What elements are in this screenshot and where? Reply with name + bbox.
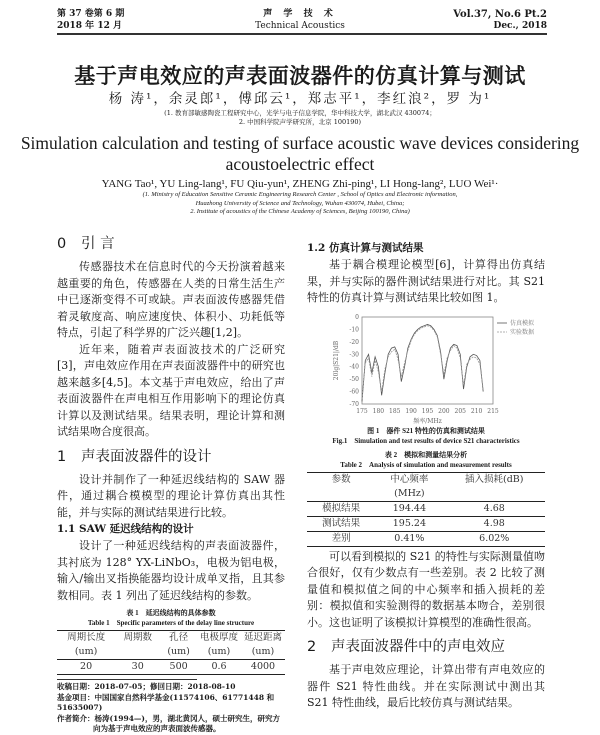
table-unit: (MHz) [394,487,425,499]
table-header: 周期长度 [67,632,106,643]
x-tick-label: 210 [470,407,483,415]
authors-cn: 杨 涛¹，余灵郎¹，傅邱云¹，郑志平¹，李红浪²，罗 为¹ [108,91,492,107]
section-number: 1.2 [307,242,326,254]
volume-cn: 第 37 卷第 6 期 [57,9,125,19]
journal-cn: 声 学 技 术 [263,9,337,19]
affiliation-en-1: (1. Ministry of Education Sensitive Ceramic Engineering Research Center , School of Optics and Electronic information, [142,191,458,198]
section-1-paragraph: 设计并制作了一种延迟线结构的 SAW 器件，通过耦合模模型的理论计算仿真出其性能，并与实际的测试结果进行比较。 [57,472,285,519]
affiliation-cn-1: (1. 教育部敏感陶瓷工程研究中心，光学与电子信息学院，华中科技大学，湖北武汉 430074； [164,109,436,117]
table-row [307,531,545,546]
table-header-row [307,472,545,487]
table-header: 中心频率 [390,473,429,485]
x-tick-label: 185 [389,407,401,415]
footnote-rule [57,679,197,680]
series-line-1 [362,324,483,401]
table-header-row [57,631,285,646]
series-line-2 [362,325,483,398]
s21-chart [330,311,545,426]
x-axis-label: 频率/MHz [413,417,442,425]
table-cell: 差别 [331,532,351,544]
table-header: 电极厚度 [199,632,238,643]
volume-en: Vol.37, No.6 Pt.2 [453,9,547,20]
table-cell: 500 [169,661,188,672]
table-unit: (um) [167,646,190,657]
footnotes [57,682,285,735]
x-tick-label: 215 [487,407,499,415]
x-tick-label: 195 [421,407,434,415]
section-number: 0 [57,236,67,252]
table-cell: 194.44 [392,502,426,514]
affiliation-en [0,191,600,217]
table2-caption-cn: 表 2 模拟和测量结果分析 [384,450,468,459]
title-en: Simulation calculation and testing of surface acoustic wave devices considering acoustoelectric effect [20,133,580,174]
right-column [307,240,545,712]
table-cell: 模拟结果 [322,502,361,514]
author-bio: 作者简介：杨涛(1994—)，男，湖北黄冈人，硕士研究生，研究方向为基于声电效应的声表面波传感器。 [57,713,280,733]
table1-caption-cn: 表 1 延迟线结构的具体参数 [126,609,216,617]
y-tick-label: -30 [349,350,359,358]
table2-discussion: 可以看到模拟的 S21 的特性与实际测量值吻合很好，仅有少数点有一些差别。表 2 比较了测量值和模拟值之间的中心频率和插入损耗的差别：模拟值和实验测得的数据基本吻合，差别很小。这也证明了该模拟计算模型的准确性很高。 [307,549,545,629]
section-number: 1 [57,448,67,465]
table-cell: 195.24 [392,517,426,529]
section-title: 引 言 [81,236,115,252]
intro-paragraph-2: 近年来，随着声表面波技术的广泛研究[3]，声电效应作用在声表面波器件中的研究也越来越多[4,5]。本文基于声电效应，给出了声表面波器件在声电相互作用影响下的理论仿真计算以及测试结果。结果表明，理论计算和测试结果吻合度很高。 [57,342,285,438]
fig1-caption-cn: 图 1 器件 S21 特性的仿真和测试结果 [367,426,485,435]
title-cn: 基于声电效应的声表面波器件的仿真计算与测试 [74,64,526,88]
section-title: 声表面波器件中的声电效应 [331,639,505,655]
x-tick-label: 175 [356,407,368,415]
x-tick-label: 200 [438,407,450,415]
legend-label: 实验数据 [510,328,535,336]
section-number: 1.1 [57,523,76,535]
table1-caption-en: Table 1 Specific parameters of the delay line structure [87,619,255,627]
y-tick-label: -20 [349,338,359,346]
journal-en: Technical Acoustics [255,21,345,31]
table-units-row [57,645,285,660]
table-cell: 0.6 [211,661,227,672]
table1 [57,630,285,675]
legend-label: 仿真模拟 [510,319,535,327]
affiliation-en-2: Huazhong University of Science and Technology, Wuhan 430074, Hubei, China; [195,199,405,207]
x-tick-label: 205 [454,407,466,415]
fig1-caption-en: Fig.1 Simulation and test results of device S21 characteristics [332,436,520,445]
section-title: SAW 延迟线结构的设计 [79,523,194,535]
table-cell: 20 [80,661,93,672]
section-1-heading [57,447,285,467]
table-cell: 6.02% [479,532,510,544]
table-cell: 30 [131,661,144,672]
affiliation-cn-2: 2. 中国科学院声学研究所，北京 100190) [238,118,362,126]
table-header: 插入损耗(dB) [465,473,524,485]
table-unit [115,645,160,660]
table-header: 孔径 [169,632,189,643]
table-units-row [307,487,545,502]
section-1-1-heading [57,522,285,537]
table-unit: (um) [251,646,275,657]
section-2-paragraph: 基于声电效应理论，计算出带有声电效应的器件 S21 特性曲线。并在实际测试中测出其 S21 特性曲线，最后比较仿真与测试结果。 [307,663,545,709]
table-row [57,660,285,675]
section-0-heading [57,234,285,254]
y-axis-label: 20lg|S21|/dB [333,340,340,380]
y-tick-label: 0 [355,313,359,321]
authors-en: YANG Tao¹, YU Ling-lang¹, FU Qiu-yun¹, ZHENG Zhi-ping¹, LI Hong-lang², LUO Wei¹· [101,178,499,190]
table-cell: 4.98 [483,517,505,529]
affiliation-en-3: 2. Institute of acoustics of the Chinese Academy of Sciences, Beijing 100190, China) [190,208,410,215]
x-tick-label: 190 [405,407,417,415]
section-title: 声表面波器件的设计 [81,448,212,465]
y-tick-label: -40 [349,363,359,371]
x-tick-label: 180 [372,407,385,415]
table-cell: 4.68 [483,502,505,514]
table-cell: 0.41% [394,532,425,544]
table2-caption-en: Table 2 Analysis of simulation and measurement results [340,460,512,469]
table-cell: 4000 [250,661,276,672]
table-row [307,516,545,531]
table-header: 周期数 [123,632,152,643]
funding: 基金项目：中国国家自然科学基金(11574106、61771448 和 51635007) [57,692,275,712]
received-date: 收稿日期：2018-07-05；修回日期：2018-08-10 [57,682,236,691]
table-cell: 测试结果 [322,517,361,529]
section-number: 2 [307,639,317,655]
left-column [57,232,285,735]
table-unit: (um) [74,646,98,657]
table-unit: (um) [207,646,231,657]
table-header: 延迟距离 [243,632,282,643]
table-row [307,501,545,516]
date-en: Dec., 2018 [493,21,547,31]
section-1-1-paragraph: 设计了一种延迟线结构的声表面波器件，其衬底为 128° YX-LiNbO₃，电极为铝电极，输入/输出叉指换能器均设计成单叉指，且其参数相同。表 1 列出了延迟线结构的参数。 [57,539,285,602]
section-2-heading [307,637,545,657]
y-tick-label: -50 [349,375,359,383]
y-tick-label: -10 [349,325,359,333]
section-title: 仿真计算与测试结果 [329,242,424,254]
table-header: 参数 [331,473,351,485]
header-rule [57,33,547,35]
table2 [307,472,545,547]
intro-paragraph-1: 传感器技术在信息时代的今天扮演着越来越重要的角色，传感器在人类的日常生活生产中已逐渐变得不可或缺。声表面波传感器凭借着灵敏度高、响应速度快、体积小、功耗低等特点，引起了科学界的广泛兴趣[1,2]。 [57,260,285,339]
section-1-2-paragraph: 基于耦合模理论模型[6]，计算得出仿真结果，并与实际的器件测试结果进行对比。其 S21 特性的仿真计算与测试结果比较如图 1。 [307,258,545,304]
title-block [0,62,600,217]
section-1-2-heading [307,241,545,256]
y-tick-label: -70 [349,400,359,408]
date-cn: 2018 年 12 月 [57,21,122,31]
y-tick-label: -60 [349,388,359,396]
